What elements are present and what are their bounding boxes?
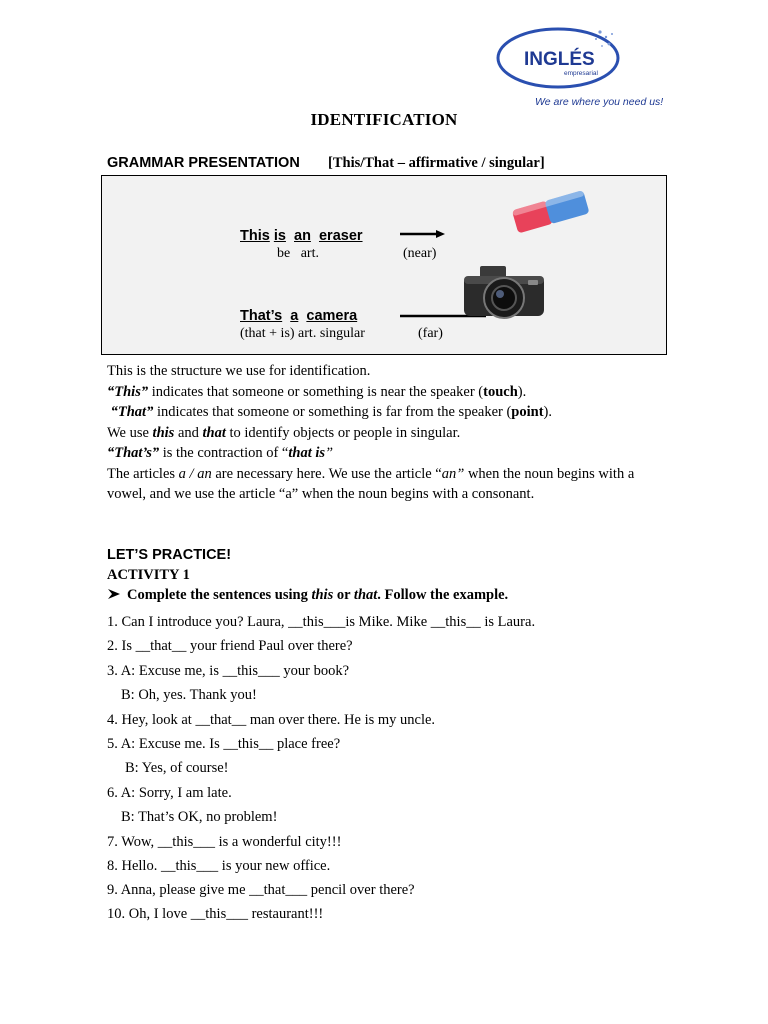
example1-distance: (near) — [403, 246, 437, 261]
explanation-text — [107, 361, 667, 505]
exercise-line: B: Yes, of course! — [125, 760, 229, 776]
grammar-heading: GRAMMAR PRESENTATION — [107, 155, 300, 171]
arrowhead-bullet-icon — [107, 588, 121, 600]
exercise-line: 5. A: Excuse me. Is __this__ place free? — [107, 736, 341, 752]
word-is: is — [273, 228, 286, 244]
exercise-line: 2. Is __that__ your friend Paul over there? — [107, 638, 353, 654]
grammar-subheading: [This/That – affirmative / singular] — [328, 155, 545, 171]
explanation-line: This is the structure we use for identification. — [107, 363, 371, 379]
eraser-icon — [506, 182, 594, 244]
exercise-line: 8. Hello. __this___ is your new office. — [107, 858, 331, 874]
example2-distance: (far) — [418, 326, 443, 341]
word-camera: camera — [306, 308, 358, 324]
word-this: This — [240, 228, 270, 244]
example2-sentence — [240, 308, 357, 324]
exercise-line: 1. Can I introduce you? Laura, __this___is Mike. Mike __this__ is Laura. — [107, 614, 536, 630]
word-a: a — [290, 308, 299, 324]
activity-instruction: Complete the sentences using this or that. Follow the example. — [107, 587, 508, 604]
exercise-line: B: Oh, yes. Thank you! — [121, 687, 257, 703]
word-eraser: eraser — [318, 228, 363, 244]
activity-heading: ACTIVITY 1 — [107, 567, 190, 583]
explanation-line: “That’s” is the contraction of “that is” — [107, 445, 334, 461]
short-arrow-icon — [398, 227, 448, 241]
explanation-line: The articles a / an are necessary here. We use the article “an” when the noun begins with a — [107, 465, 635, 482]
exercise-line: 4. Hey, look at __that__ man over there. He is my uncle. — [107, 712, 436, 728]
word-an: an — [294, 228, 311, 244]
example2-gloss: (that + is) art. singular — [240, 326, 365, 341]
explanation-line: “That” indicates that someone or something is far from the speaker (point). — [110, 404, 553, 420]
exercise-line: B: That’s OK, no problem! — [121, 809, 278, 825]
camera-icon — [462, 262, 546, 324]
example1-sentence — [240, 228, 363, 244]
exercise-line: 6. A: Sorry, I am late. — [107, 785, 232, 801]
explanation-line: “This” indicates that someone or something is near the speaker (touch). — [107, 383, 527, 400]
explanation-line: We use this and that to identify objects or people in singular. — [107, 424, 461, 441]
logo-tagline: We are where you need us! — [535, 96, 664, 108]
exercise-line: 3. A: Excuse me, is __this___ your book? — [107, 663, 350, 679]
exercise-line: 7. Wow, __this___ is a wonderful city!!! — [107, 834, 342, 850]
logo-brand: INGLÉS — [524, 49, 595, 70]
exercise-line: 9. Anna, please give me __that___ pencil over there? — [107, 882, 415, 898]
logo-brand-sub: empresarial — [564, 70, 598, 77]
word-thats: That’s — [240, 308, 283, 324]
exercise-line: 10. Oh, I love __this___ restaurant!!! — [107, 906, 324, 922]
page-title: IDENTIFICATION — [310, 110, 458, 129]
explanation-line: vowel, and we use the article “a” when the noun begins with a consonant. — [107, 486, 535, 502]
practice-heading: LET’S PRACTICE! — [107, 547, 232, 563]
example1-gloss: be art. — [277, 246, 319, 261]
